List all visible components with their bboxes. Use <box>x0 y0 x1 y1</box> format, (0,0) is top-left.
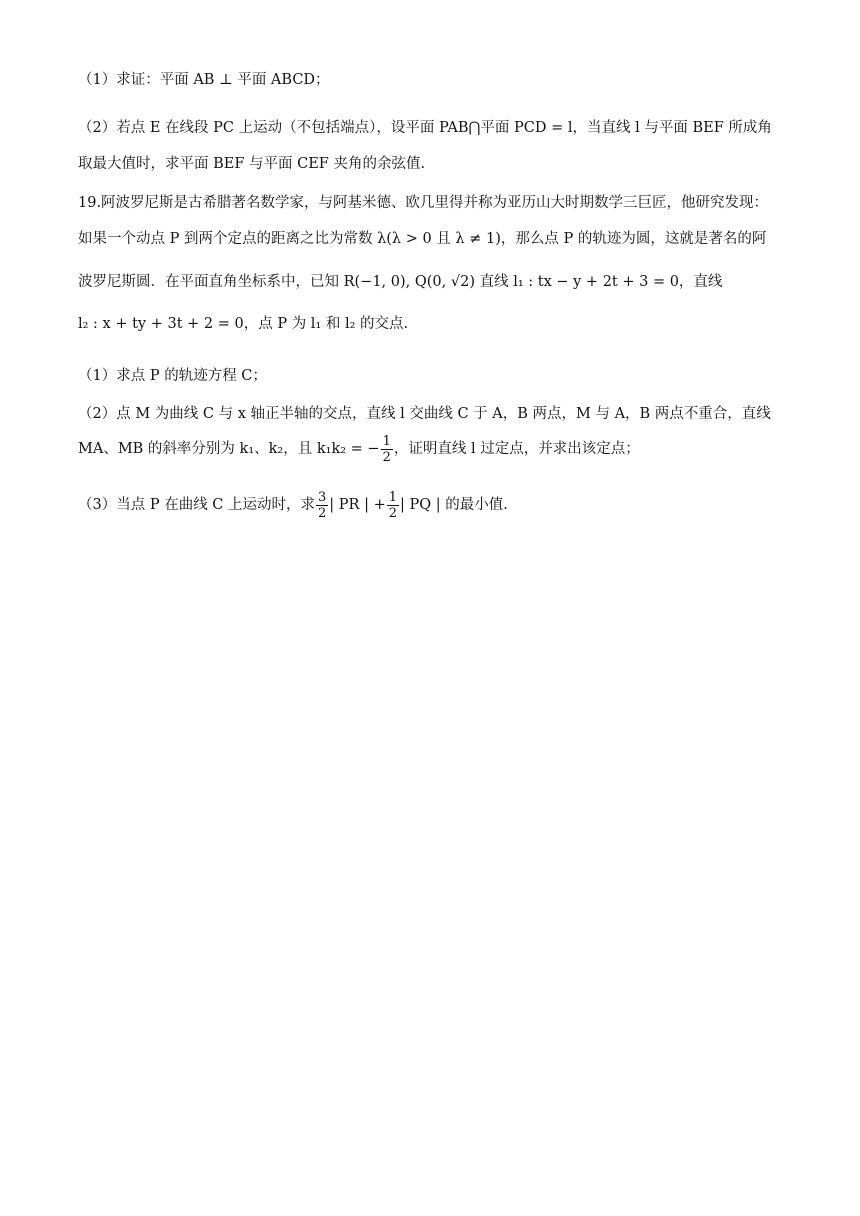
q19-intro-line3 <box>78 271 788 293</box>
fraction-numerator: 1 <box>382 433 391 449</box>
fraction-denominator: 2 <box>382 449 391 465</box>
q19-part2-line1 <box>78 403 788 425</box>
q19-part2-line2-text-a: MA、MB 的斜率分别为 k₁、k₂，且 k₁k₂ = − <box>78 441 380 457</box>
q19-intro-line1 <box>78 192 788 214</box>
q18-part2-line1-text: （2）若点 E 在线段 PC 上运动（不包括端点），设平面 PAB⋂平面 PCD = l，当直线 l 与平面 BEF 所成角 <box>78 120 772 136</box>
fraction-denominator: 2 <box>318 505 327 521</box>
q19-part3-text-c: | PQ | 的最小值. <box>400 497 508 513</box>
q19-part1-text: （1）求点 P 的轨迹方程 C； <box>78 368 267 384</box>
q19-part1 <box>78 365 788 387</box>
fraction-one-half-2 <box>387 490 399 521</box>
q18-part1 <box>78 69 788 91</box>
q18-part2-line2 <box>78 153 788 175</box>
fraction-numerator: 3 <box>318 489 327 505</box>
q18-part2-line1 <box>78 117 788 139</box>
q19-part2-line2-text-b: ，证明直线 l 过定点，并求出该定点； <box>393 441 640 457</box>
q19-intro-line1-text: 19.阿波罗尼斯是古希腊著名数学家，与阿基米德、欧几里得并称为亚历山大时期数学三巨匠，他研究发现： <box>78 195 769 211</box>
fraction-denominator: 2 <box>388 505 397 521</box>
q19-part2-line1-text: （2）点 M 为曲线 C 与 x 轴正半轴的交点，直线 l 交曲线 C 于 A，B 两点，M 与 A，B 两点不重合，直线 <box>78 406 771 422</box>
q19-intro-line2-text: 如果一个动点 P 到两个定点的距离之比为常数 λ(λ > 0 且 λ ≠ 1)，那么点 P 的轨迹为圆，这就是著名的阿 <box>78 231 767 247</box>
q19-part3 <box>78 487 788 523</box>
q19-part2-line2 <box>78 432 788 466</box>
q19-intro-line3-text: 波罗尼斯圆．在平面直角坐标系中，已知 R(−1, 0), Q(0, √2) 直线 l₁ : tx − y + 2t + 3 = 0，直线 <box>78 274 723 290</box>
q19-intro-line4-text: l₂ : x + ty + 3t + 2 = 0，点 P 为 l₁ 和 l₂ 的交点. <box>78 316 409 332</box>
q19-part3-text-b: | PR | + <box>329 497 386 513</box>
q18-part2-line2-text: 取最大值时，求平面 BEF 与平面 CEF 夹角的余弦值. <box>78 156 426 172</box>
q19-intro-line2 <box>78 228 788 250</box>
q19-part3-text-a: （3）当点 P 在曲线 C 上运动时，求 <box>78 497 316 513</box>
fraction-one-half <box>381 434 393 465</box>
q19-intro-line4 <box>78 313 788 335</box>
q18-part1-text: （1）求证：平面 AB ⊥ 平面 ABCD； <box>78 72 330 88</box>
fraction-numerator: 1 <box>388 489 397 505</box>
fraction-three-halves <box>316 490 328 521</box>
